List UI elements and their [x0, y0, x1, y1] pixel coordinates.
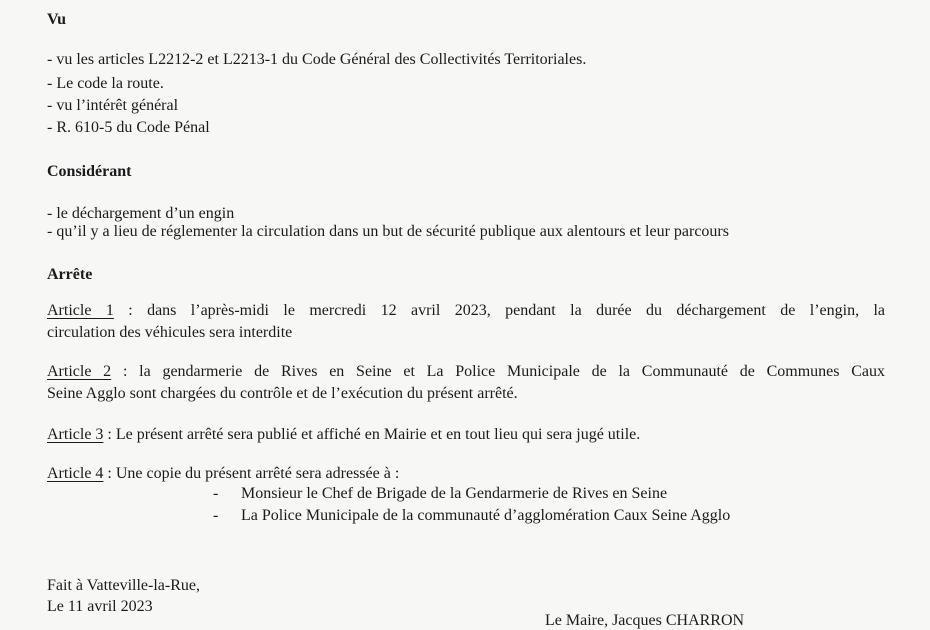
article-3-label: Article 3: [47, 426, 104, 443]
article-4-label: Article 4: [47, 465, 104, 482]
recipient-item: Monsieur le Chef de Brigade de la Gendarmerie de Rives en Seine: [241, 485, 668, 502]
article-3-line-1: Article 3 : Le présent arrêté sera publié et affiché en Mairie et en tout lieu qui sera jugé utile.: [47, 426, 641, 443]
signature-line: Le Maire, Jacques CHARRON: [545, 612, 745, 629]
article-1-label: Article 1: [47, 302, 114, 319]
article-2-line-2: Seine Agglo sont chargées du contrôle et de l’exécution du présent arrêté.: [47, 385, 518, 402]
article-2-line-1: Article 2 : la gendarmerie de Rives en Seine et La Police Municipale de la Communauté de Communes Caux: [47, 363, 886, 380]
recipient-bullet: -: [213, 507, 219, 524]
article-4-line-1: Article 4 : Une copie du présent arrêté sera adressée à :: [47, 465, 400, 482]
considerant-item: - qu’il y a lieu de réglementer la circulation dans un but de sécurité publique aux alentours et leur parcours: [47, 223, 729, 240]
article-2-label: Article 2: [47, 363, 112, 380]
heading-vu: Vu: [47, 11, 66, 28]
recipient-item: La Police Municipale de la communauté d’agglomération Caux Seine Agglo: [241, 507, 731, 524]
article-1-line-2: circulation des véhicules sera interdite: [47, 324, 293, 341]
recipient-bullet: -: [213, 485, 219, 502]
footer-place: Fait à Vatteville-la-Rue,: [47, 577, 200, 594]
footer-date: Le 11 avril 2023: [47, 598, 153, 615]
considerant-item: - le déchargement d’un engin: [47, 205, 235, 222]
vu-item: - Le code la route.: [47, 75, 164, 92]
vu-item: - vu les articles L2212-2 et L2213-1 du Code Général des Collectivités Territoriales.: [47, 51, 587, 68]
heading-considerant: Considérant: [47, 163, 132, 180]
heading-arrete: Arrête: [47, 266, 93, 283]
vu-item: - R. 610-5 du Code Pénal: [47, 119, 210, 136]
article-1-line-1: Article 1 : dans l’après-midi le mercredi 12 avril 2023, pendant la durée du déchargement de l’engin, la: [47, 302, 886, 319]
vu-item: - vu l’intérêt général: [47, 97, 179, 114]
